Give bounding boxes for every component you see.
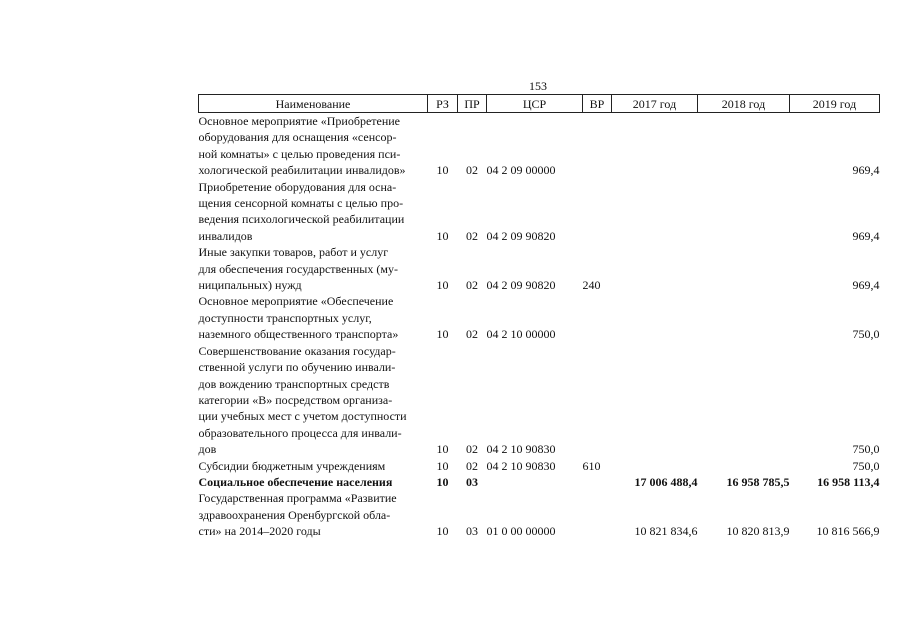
row-2017 — [612, 244, 698, 293]
row-pr: 02 — [466, 458, 478, 473]
row-name-line: Приобретение оборудования для осна- — [198, 179, 397, 194]
row-name-line: категории «В» посредством организа- — [198, 392, 393, 407]
row-csr: 04 2 09 90820 — [486, 278, 556, 293]
row-rz: 10 — [436, 163, 449, 178]
row-csr: 04 2 10 90830 — [486, 442, 556, 457]
row-2019: 10 816 566,9 — [816, 524, 880, 539]
row-name-line: доступности транспортных услуг, — [198, 310, 372, 325]
page-number: 153 — [529, 79, 547, 93]
row-name-line: Основное мероприятие «Приобретение — [198, 114, 401, 128]
header-pr: ПР — [458, 95, 487, 113]
table-row — [199, 343, 880, 458]
header-row — [199, 95, 880, 113]
row-rz: 10 — [436, 474, 449, 489]
row-vr — [583, 343, 612, 458]
row-2019: 969,4 — [852, 163, 880, 178]
header-name: Наименование — [199, 95, 428, 113]
row-2019: 969,4 — [852, 228, 880, 243]
table-row — [199, 490, 880, 539]
row-csr: 04 2 09 90820 — [486, 228, 556, 243]
row-csr: 04 2 09 00000 — [486, 163, 556, 178]
header-2019: 2019 год — [790, 95, 880, 113]
row-rz: 10 — [436, 278, 449, 293]
row-name-line: ственной услуги по обучению инвали- — [198, 360, 396, 375]
row-vr: 240 — [582, 278, 601, 293]
row-2018 — [698, 179, 790, 245]
row-csr: 04 2 10 90830 — [486, 458, 556, 473]
row-name-line: щения сенсорной комнаты с целью про- — [198, 196, 404, 211]
row-name-line: инвалидов — [198, 228, 253, 243]
row-name-line: образовательного процесса для инвали- — [198, 425, 402, 440]
row-2017 — [612, 179, 698, 245]
header-2018: 2018 год — [698, 95, 790, 113]
row-name — [199, 490, 428, 539]
table-row — [199, 474, 880, 490]
row-name — [199, 343, 428, 458]
row-2017 — [612, 113, 698, 179]
row-name-line: Государственная программа «Развитие — [198, 491, 397, 506]
row-name — [199, 293, 428, 342]
row-2018 — [698, 244, 790, 293]
row-vr — [583, 113, 612, 179]
row-2019: 16 958 113,4 — [817, 474, 880, 489]
header-vr: ВР — [583, 95, 612, 113]
row-2017 — [612, 293, 698, 342]
row-csr: 04 2 10 00000 — [486, 327, 556, 342]
row-csr — [487, 474, 583, 490]
row-pr: 02 — [466, 442, 478, 457]
row-pr: 02 — [466, 327, 478, 342]
row-2019: 750,0 — [852, 458, 880, 473]
row-name-line: Основное мероприятие «Обеспечение — [198, 294, 394, 309]
header-rz: РЗ — [428, 95, 458, 113]
row-rz: 10 — [436, 442, 449, 457]
row-name-line: Субсидии бюджетным учреждениям — [198, 458, 386, 473]
header-csr: ЦСР — [487, 95, 583, 113]
row-rz: 10 — [436, 228, 449, 243]
row-name-line: ции учебных мест с учетом доступности — [198, 409, 407, 424]
table-row — [199, 244, 880, 293]
row-pr: 02 — [466, 228, 478, 243]
row-2019: 750,0 — [852, 442, 880, 457]
row-2018 — [698, 293, 790, 342]
row-name-line: Иные закупки товаров, работ и услуг — [198, 245, 389, 260]
budget-table — [198, 94, 880, 540]
row-name-line: для обеспечения государственных (му- — [198, 261, 398, 276]
row-pr: 02 — [466, 278, 478, 293]
row-name-line: ниципальных) нужд — [198, 278, 302, 293]
row-name — [199, 474, 428, 490]
row-2018: 10 820 813,9 — [726, 524, 790, 539]
table-body — [199, 113, 880, 540]
header-2017: 2017 год — [612, 95, 698, 113]
row-2018 — [698, 113, 790, 179]
table-row — [199, 293, 880, 342]
row-name — [199, 244, 428, 293]
row-pr: 03 — [466, 524, 478, 539]
row-2017: 10 821 834,6 — [634, 524, 698, 539]
table-row — [199, 458, 880, 474]
row-name-line: здравоохранения Оренбургской обла- — [198, 507, 391, 522]
row-csr: 01 0 00 00000 — [486, 524, 556, 539]
row-name-line: ведения психологической реабилитации — [198, 212, 405, 227]
row-rz: 10 — [436, 458, 449, 473]
row-name-line: хологической реабилитации инвалидов» — [198, 163, 406, 178]
table-row — [199, 179, 880, 245]
row-2017 — [612, 343, 698, 458]
row-name-line: Совершенствование оказания государ- — [198, 343, 396, 358]
row-pr: 03 — [466, 474, 478, 489]
row-2018 — [698, 458, 790, 474]
row-2017: 17 006 488,4 — [634, 474, 698, 489]
row-name-line: дов — [198, 442, 217, 457]
row-name-line: Социальное обеспечение населения — [198, 474, 393, 489]
row-name-line: ной комнаты» с целью проведения пси- — [198, 146, 401, 161]
row-name-line: наземного общественного транспорта» — [198, 327, 399, 342]
row-vr: 610 — [582, 458, 601, 473]
row-2017 — [612, 458, 698, 474]
row-name — [199, 113, 428, 179]
row-name-line: сти» на 2014–2020 годы — [198, 524, 321, 539]
row-pr: 02 — [466, 163, 478, 178]
row-rz: 10 — [436, 327, 449, 342]
row-2018 — [698, 343, 790, 458]
row-rz: 10 — [436, 524, 449, 539]
row-name — [199, 179, 428, 245]
table-row — [199, 113, 880, 179]
row-vr — [583, 490, 612, 539]
row-vr — [583, 179, 612, 245]
row-2018: 16 958 785,5 — [726, 474, 790, 489]
row-2019: 750,0 — [852, 327, 880, 342]
row-vr — [583, 293, 612, 342]
row-vr — [583, 474, 612, 490]
row-name-line: оборудования для оснащения «сенсор- — [198, 130, 397, 145]
row-2019: 969,4 — [852, 278, 880, 293]
row-name-line: дов вождению транспортных средств — [198, 376, 390, 391]
row-name — [199, 458, 428, 474]
